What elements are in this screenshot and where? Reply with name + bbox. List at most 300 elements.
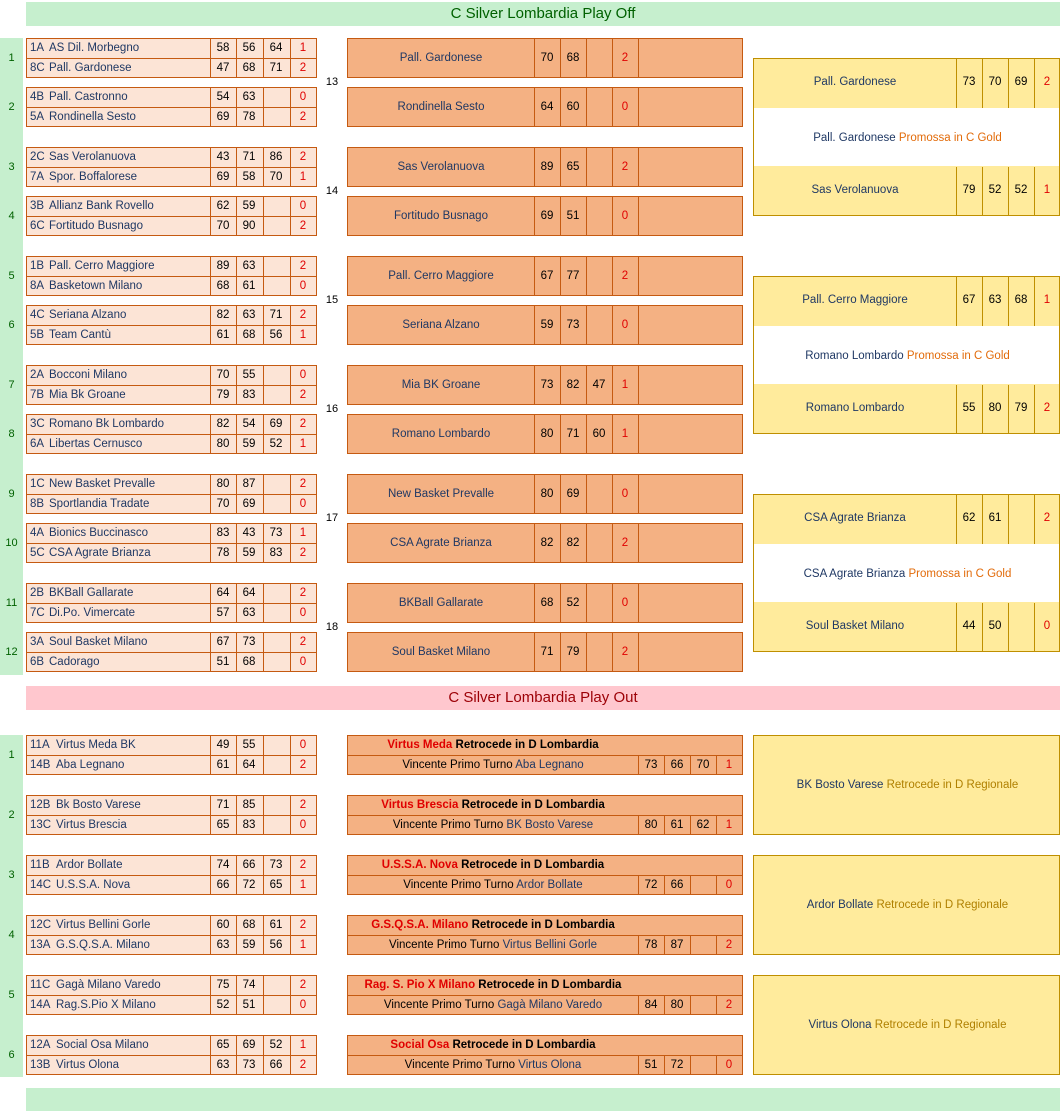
row-divider	[27, 652, 316, 653]
playout-second-match	[347, 975, 743, 1015]
score-cell: 52	[269, 438, 283, 450]
seed-label: 8B	[30, 498, 45, 510]
score-cell: 64	[242, 587, 256, 599]
score-cell: 58	[242, 171, 256, 183]
wins-cell: 2	[299, 418, 307, 430]
wins-cell: 0	[621, 597, 629, 609]
team-name: Pall. Castronno	[49, 91, 128, 103]
wins-cell: 2	[621, 537, 629, 549]
playout-match	[26, 855, 317, 895]
wins-cell: 0	[725, 1059, 733, 1071]
team-name: Rag.S.Pio X Milano	[56, 999, 156, 1011]
team-name: Bionics Buccinasco	[49, 527, 149, 539]
team-name: Pall. Gardonese	[399, 52, 483, 64]
wins-cell: 1	[1043, 294, 1051, 306]
score-cell: 59	[242, 200, 256, 212]
score-cell: 89	[540, 161, 554, 173]
wins-cell: 0	[621, 210, 629, 222]
score-cell: 80	[988, 402, 1002, 414]
seed-label: 13A	[30, 939, 51, 951]
second-round-row	[347, 147, 743, 187]
first-round-match	[26, 365, 317, 405]
playout-match	[26, 795, 317, 835]
round-number: 1	[8, 52, 15, 64]
score-cell: 80	[540, 428, 554, 440]
score-cell: 68	[242, 62, 256, 74]
column-divider	[586, 148, 587, 186]
score-cell: 69	[242, 498, 256, 510]
winner-name: CSA Agrate Brianza	[803, 568, 906, 580]
wins-cell: 0	[299, 200, 307, 212]
playout-match	[26, 915, 317, 955]
seed-label: 4C	[30, 309, 45, 321]
score-cell: 59	[242, 547, 256, 559]
score-cell: 58	[216, 42, 230, 54]
promotion-line	[754, 132, 1060, 144]
winner-line	[348, 1059, 638, 1071]
team-name: Ardor Bollate	[56, 859, 123, 871]
wins-cell: 2	[299, 62, 307, 74]
seed-label: 11B	[30, 859, 50, 871]
playout-final	[753, 855, 1060, 955]
score-cell: 73	[644, 759, 658, 771]
relegated-team: Virtus Brescia	[381, 799, 459, 811]
team-name: AS Dil. Morbegno	[49, 42, 140, 54]
score-cell: 90	[242, 220, 256, 232]
score-cell: 80	[644, 819, 658, 831]
wins-cell: 1	[725, 819, 733, 831]
score-cell: 69	[566, 488, 580, 500]
score-cell: 62	[962, 512, 976, 524]
wins-cell: 2	[299, 636, 307, 648]
seed-label: 14A	[30, 999, 51, 1011]
relegation-line	[348, 919, 638, 931]
wins-cell: 2	[299, 979, 307, 991]
seed-label: 7A	[30, 171, 45, 183]
second-round-row	[347, 583, 743, 623]
relegation-note: Retrocede in D Regionale	[886, 779, 1019, 791]
score-cell: 50	[988, 620, 1002, 632]
wins-cell: 0	[1043, 620, 1051, 632]
team-name: Virtus Olona	[808, 1019, 872, 1031]
round-number: 5	[8, 989, 15, 1001]
row-divider	[27, 543, 316, 544]
score-cell: 65	[566, 161, 580, 173]
score-cell: 51	[644, 1059, 658, 1071]
team-name: Fortitudo Busnago	[394, 210, 488, 222]
score-cell: 86	[269, 151, 283, 163]
team-name: Team Cantù	[49, 329, 112, 341]
relegation-line	[754, 1019, 1060, 1031]
round-number: 4	[8, 210, 15, 222]
team-name: Rondinella Sesto	[397, 101, 485, 113]
second-round-row	[347, 474, 743, 514]
score-cell: 63	[242, 260, 256, 272]
score-cell: 64	[540, 101, 554, 113]
team-name: Mia BK Groane	[401, 379, 481, 391]
playout-second-match	[347, 855, 743, 895]
column-divider	[638, 415, 639, 453]
score-cell: 69	[1014, 76, 1028, 88]
playout-match	[26, 975, 317, 1015]
wins-cell: 0	[725, 879, 733, 891]
score-cell: 60	[592, 428, 606, 440]
row-divider	[27, 494, 316, 495]
column-divider	[586, 197, 587, 235]
team-name: CSA Agrate Brianza	[804, 512, 906, 524]
round-number: 10	[5, 537, 18, 549]
score-cell: 65	[269, 879, 283, 891]
column-divider	[638, 584, 639, 622]
score-cell: 69	[540, 210, 554, 222]
relegation-line	[348, 979, 638, 991]
score-cell: 71	[269, 62, 283, 74]
row-divider	[27, 815, 316, 816]
seed-label: 7B	[30, 389, 45, 401]
row-divider	[27, 216, 316, 217]
score-cell: 78	[216, 547, 230, 559]
score-cell: 56	[269, 939, 283, 951]
column-divider	[638, 148, 639, 186]
score-cell: 72	[644, 879, 658, 891]
team-name: Virtus Olona	[518, 1059, 582, 1071]
relegation-note: Retrocede in D Lombardia	[478, 979, 622, 991]
seed-label: 11A	[30, 739, 50, 751]
score-cell: 59	[242, 438, 256, 450]
wins-cell: 0	[621, 488, 629, 500]
team-name: Ardor Bollate	[806, 899, 874, 911]
column-divider	[586, 39, 587, 77]
score-cell: 79	[962, 184, 976, 196]
first-round-match	[26, 632, 317, 672]
team-name: Spor. Boffalorese	[49, 171, 138, 183]
row-divider	[27, 276, 316, 277]
team-name: Seriana Alzano	[49, 309, 127, 321]
wins-cell: 2	[299, 587, 307, 599]
score-cell: 60	[566, 101, 580, 113]
team-name: New Basket Prevalle	[387, 488, 495, 500]
relegated-team: Virtus Meda	[387, 739, 453, 751]
seed-label: 3B	[30, 200, 45, 212]
wins-cell: 2	[299, 389, 307, 401]
team-name: Aba Legnano	[515, 759, 584, 771]
playout-match	[26, 1035, 317, 1075]
playout-second-match	[347, 735, 743, 775]
relegated-team: Rag. S. Pio X Milano	[364, 979, 476, 991]
column-divider	[1008, 495, 1009, 544]
promotion-note: Promossa in C Gold	[906, 350, 1010, 362]
row-divider	[348, 815, 742, 816]
relegation-note: Retrocede in D Lombardia	[461, 799, 605, 811]
score-cell: 70	[216, 220, 230, 232]
wins-cell: 1	[299, 171, 307, 183]
row-divider	[27, 935, 316, 936]
wins-cell: 0	[299, 656, 307, 668]
score-cell: 61	[216, 329, 230, 341]
wins-cell: 2	[1043, 76, 1051, 88]
first-round-match	[26, 147, 317, 187]
seed-label: 7C	[30, 607, 45, 619]
score-cell: 82	[566, 379, 580, 391]
seed-label: 12A	[30, 1039, 51, 1051]
score-cell: 43	[216, 151, 230, 163]
column-divider	[586, 306, 587, 344]
score-cell: 74	[216, 859, 230, 871]
score-cell: 55	[242, 739, 256, 751]
vincente-label: Vincente Primo Turno	[403, 879, 514, 891]
wins-cell: 2	[299, 260, 307, 272]
wins-cell: 1	[621, 379, 629, 391]
first-round-match	[26, 196, 317, 236]
seed-label: 1C	[30, 478, 45, 490]
seed-label: 4A	[30, 527, 45, 539]
score-cell: 69	[269, 418, 283, 430]
winner-name: Pall. Gardonese	[813, 132, 896, 144]
score-cell: 59	[242, 939, 256, 951]
winner-line	[348, 939, 638, 951]
wins-cell: 0	[621, 319, 629, 331]
team-name: Social Osa Milano	[56, 1039, 149, 1051]
score-cell: 67	[962, 294, 976, 306]
first-round-match	[26, 583, 317, 623]
first-round-match	[26, 305, 317, 345]
winner-line	[348, 999, 638, 1011]
score-cell: 51	[242, 999, 256, 1011]
relegated-team: Social Osa	[390, 1039, 450, 1051]
score-cell: 68	[242, 329, 256, 341]
score-cell: 63	[242, 91, 256, 103]
team-name: Virtus Meda BK	[56, 739, 136, 751]
score-cell: 73	[540, 379, 554, 391]
team-name: BK Bosto Varese	[506, 819, 594, 831]
score-cell: 83	[242, 389, 256, 401]
row-divider	[27, 167, 316, 168]
column-divider	[638, 524, 639, 562]
score-cell: 61	[269, 919, 283, 931]
wins-cell: 2	[725, 939, 733, 951]
playout-final	[753, 975, 1060, 1075]
wins-cell: 2	[299, 1059, 307, 1071]
match-number: 13	[325, 76, 339, 88]
seed-label: 8A	[30, 280, 45, 292]
score-cell: 82	[566, 537, 580, 549]
score-cell: 52	[216, 999, 230, 1011]
team-name: Pall. Gardonese	[49, 62, 132, 74]
score-cell: 54	[242, 418, 256, 430]
column-divider	[1008, 603, 1009, 652]
team-name: Virtus Olona	[56, 1059, 120, 1071]
score-cell: 61	[670, 819, 684, 831]
score-cell: 49	[216, 739, 230, 751]
score-cell: 63	[216, 939, 230, 951]
team-name: Virtus Bellini Gorle	[56, 919, 151, 931]
relegation-note: Retrocede in D Regionale	[874, 1019, 1007, 1031]
score-cell: 66	[269, 1059, 283, 1071]
playout-second-match	[347, 915, 743, 955]
column-divider	[638, 475, 639, 513]
relegated-team: U.S.S.A. Nova	[381, 859, 458, 871]
column-divider	[690, 876, 691, 894]
playoff-banner: C Silver Lombardia Play Off	[26, 2, 1060, 26]
score-cell: 74	[242, 979, 256, 991]
wins-cell: 1	[1043, 184, 1051, 196]
vincente-label: Vincente Primo Turno	[383, 999, 495, 1011]
column-divider	[586, 475, 587, 513]
score-cell: 44	[962, 620, 976, 632]
row-divider	[27, 875, 316, 876]
score-cell: 71	[269, 309, 283, 321]
final-match	[753, 58, 1060, 216]
score-cell: 73	[242, 636, 256, 648]
wins-cell: 2	[299, 799, 307, 811]
score-cell: 73	[269, 859, 283, 871]
wins-cell: 2	[1043, 402, 1051, 414]
playout-number-column	[0, 735, 23, 1077]
wins-cell: 1	[299, 1039, 307, 1051]
round-number: 7	[8, 379, 15, 391]
score-cell: 52	[269, 1039, 283, 1051]
winner-line	[348, 819, 638, 831]
seed-label: 2B	[30, 587, 45, 599]
wins-cell: 1	[299, 438, 307, 450]
seed-label: 6A	[30, 438, 45, 450]
playout-banner: C Silver Lombardia Play Out	[26, 686, 1060, 710]
score-cell: 70	[696, 759, 710, 771]
score-cell: 64	[216, 587, 230, 599]
score-cell: 60	[216, 919, 230, 931]
score-cell: 56	[269, 329, 283, 341]
second-round-row	[347, 87, 743, 127]
playout-second-match	[347, 795, 743, 835]
wins-cell: 1	[299, 939, 307, 951]
seed-label: 5A	[30, 111, 45, 123]
team-name: Gagà Milano Varedo	[56, 979, 161, 991]
round-number: 3	[8, 161, 15, 173]
team-name: Seriana Alzano	[402, 319, 480, 331]
row-divider	[27, 1055, 316, 1056]
wins-cell: 2	[299, 547, 307, 559]
score-cell: 54	[216, 91, 230, 103]
seed-label: 3A	[30, 636, 45, 648]
first-round-match	[26, 87, 317, 127]
round-number: 3	[8, 869, 15, 881]
seed-label: 1A	[30, 42, 45, 54]
score-cell: 71	[540, 646, 554, 658]
wins-cell: 0	[299, 280, 307, 292]
match-number: 18	[325, 621, 339, 633]
score-cell: 65	[216, 819, 230, 831]
team-name: Gagà Milano Varedo	[497, 999, 603, 1011]
wins-cell: 2	[299, 478, 307, 490]
team-name: Soul Basket Milano	[49, 636, 148, 648]
second-round-row	[347, 256, 743, 296]
match-number: 17	[325, 512, 339, 524]
first-round-match	[26, 474, 317, 514]
row-divider	[27, 325, 316, 326]
team-name: Sas Verolanuova	[49, 151, 136, 163]
relegation-line	[348, 799, 638, 811]
wins-cell: 0	[299, 369, 307, 381]
team-name: New Basket Prevalle	[49, 478, 156, 490]
round-number: 11	[5, 597, 18, 609]
score-cell: 80	[670, 999, 684, 1011]
seed-label: 2C	[30, 151, 45, 163]
seed-label: 13C	[30, 819, 52, 831]
match-number: 16	[325, 403, 339, 415]
score-cell: 47	[216, 62, 230, 74]
score-cell: 52	[1014, 184, 1028, 196]
score-cell: 79	[216, 389, 230, 401]
seed-label: 14B	[30, 759, 51, 771]
team-name: Mia Bk Groane	[49, 389, 126, 401]
wins-cell: 1	[299, 329, 307, 341]
score-cell: 68	[216, 280, 230, 292]
team-name: Soul Basket Milano	[805, 620, 905, 632]
score-cell: 68	[242, 656, 256, 668]
playout-final	[753, 735, 1060, 835]
row-divider	[27, 385, 316, 386]
relegation-note: Retrocede in D Lombardia	[461, 859, 605, 871]
score-cell: 79	[566, 646, 580, 658]
team-name: Romano Lombardo	[805, 402, 905, 414]
score-cell: 73	[566, 319, 580, 331]
score-cell: 64	[269, 42, 283, 54]
seed-label: 12B	[30, 799, 51, 811]
round-number: 6	[8, 319, 15, 331]
column-divider	[638, 306, 639, 344]
relegated-team: G.S.Q.S.A. Milano	[371, 919, 469, 931]
wins-cell: 2	[621, 270, 629, 282]
team-name: Virtus Brescia	[56, 819, 127, 831]
score-cell: 64	[242, 759, 256, 771]
score-cell: 83	[242, 819, 256, 831]
wins-cell: 1	[299, 42, 307, 54]
seed-label: 3C	[30, 418, 45, 430]
team-name: Romano Bk Lombardo	[49, 418, 165, 430]
row-divider	[348, 935, 742, 936]
relegation-line	[754, 899, 1060, 911]
wins-cell: 1	[299, 879, 307, 891]
score-cell: 80	[540, 488, 554, 500]
score-cell: 56	[242, 42, 256, 54]
score-cell: 70	[540, 52, 554, 64]
score-cell: 68	[540, 597, 554, 609]
score-cell: 69	[216, 111, 230, 123]
final-match	[753, 494, 1060, 652]
winner-line	[348, 879, 638, 891]
score-cell: 55	[962, 402, 976, 414]
wins-cell: 2	[299, 309, 307, 321]
score-cell: 66	[216, 879, 230, 891]
seed-label: 4B	[30, 91, 45, 103]
vincente-label: Vincente Primo Turno	[402, 759, 513, 771]
score-cell: 85	[242, 799, 256, 811]
score-cell: 66	[670, 759, 684, 771]
score-cell: 59	[540, 319, 554, 331]
score-cell: 83	[269, 547, 283, 559]
score-cell: 66	[670, 879, 684, 891]
score-cell: 63	[216, 1059, 230, 1071]
team-name: Di.Po. Vimercate	[49, 607, 136, 619]
score-cell: 68	[242, 919, 256, 931]
column-divider	[690, 996, 691, 1014]
round-number: 2	[8, 101, 15, 113]
column-divider	[638, 366, 639, 404]
score-cell: 84	[644, 999, 658, 1011]
vincente-label: Vincente Primo Turno	[392, 819, 504, 831]
row-divider	[27, 755, 316, 756]
column-divider	[690, 936, 691, 954]
